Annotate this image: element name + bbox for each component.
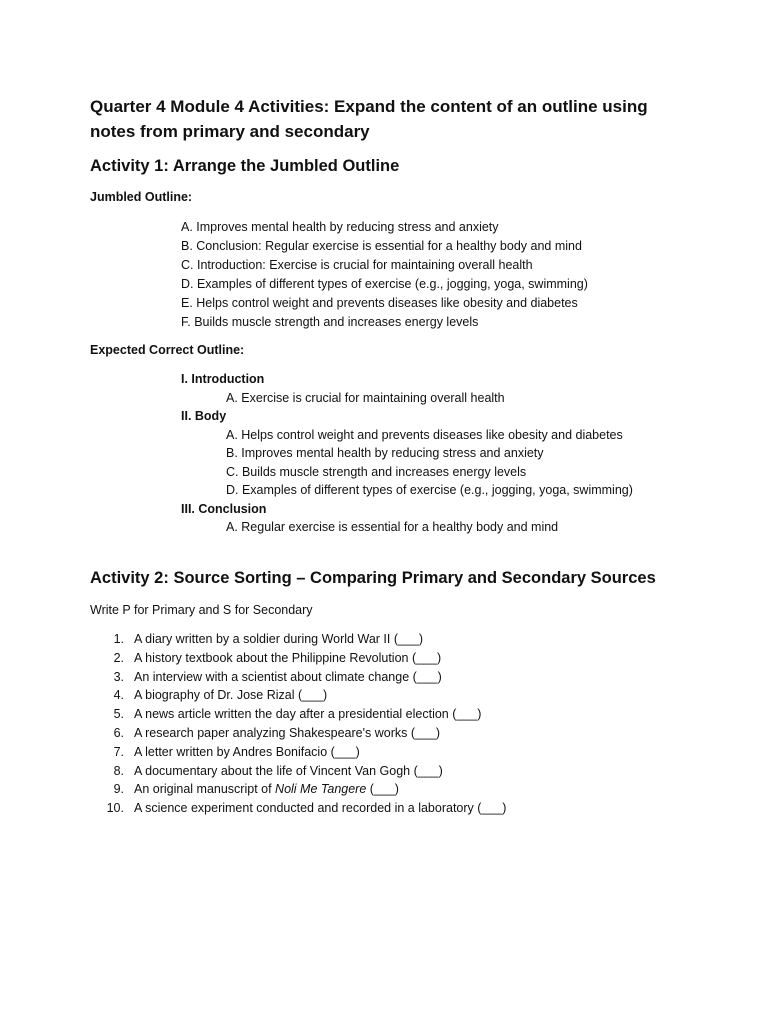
item-number: 10. [106, 801, 124, 816]
item-text: A research paper analyzing Shakespeare's works (___) [134, 725, 441, 740]
item-text-after: (___) [366, 782, 399, 797]
item-number: 3. [113, 669, 124, 684]
jumbled-outline-list [181, 218, 588, 332]
outline-section [181, 370, 633, 407]
list-item [100, 724, 506, 743]
list-item: F. Builds muscle strength and increases energy levels [181, 315, 479, 329]
item-number: 7. [113, 744, 124, 759]
expected-outline-label: Expected Correct Outline: [90, 343, 245, 357]
outline-section-title: III. Conclusion [181, 501, 267, 516]
item-number: 1. [113, 632, 124, 646]
outline-sublist [181, 518, 633, 537]
outline-section [181, 407, 633, 500]
outline-item: D. Examples of different types of exercise (e.g., jogging, yoga, swimming) [226, 483, 633, 497]
item-text: A biography of Dr. Jose Rizal (___) [134, 688, 328, 703]
list-item: A. Improves mental health by reducing stress and anxiety [181, 220, 499, 234]
activity1-heading: Activity 1: Arrange the Jumbled Outline [90, 157, 400, 175]
list-item: B. Conclusion: Regular exercise is essential for a healthy body and mind [181, 239, 582, 253]
activity2-heading: Activity 2: Source Sorting – Comparing Primary and Secondary Sources [90, 569, 656, 587]
item-text: A history textbook about the Philippine Revolution (___) [134, 650, 442, 665]
page-title: Quarter 4 Module 4 Activities: Expand the content of an outline using notes from primary and secondary [90, 97, 648, 141]
item-text: A diary written by a soldier during World War II (___) [134, 632, 424, 646]
jumbled-outline-label: Jumbled Outline: [90, 190, 193, 204]
item-text: An interview with a scientist about climate change (___) [134, 669, 442, 684]
list-item [100, 743, 506, 762]
item-text: A letter written by Andres Bonifacio (___) [134, 744, 360, 759]
item-number: 6. [113, 725, 124, 740]
outline-item: C. Builds muscle strength and increases energy levels [226, 464, 527, 479]
source-sorting-list [100, 630, 506, 818]
outline-section-title: I. Introduction [181, 372, 265, 386]
activity2-instruction: Write P for Primary and S for Secondary [90, 603, 313, 617]
outline-sublist [181, 389, 633, 408]
list-item [100, 686, 506, 705]
item-text-italic: Noli Me Tangere [275, 782, 367, 797]
item-text: A documentary about the life of Vincent Van Gogh (___) [134, 763, 443, 778]
item-number: 9. [113, 782, 124, 797]
item-text: A news article written the day after a presidential election (___) [134, 707, 482, 722]
outline-item: A. Helps control weight and prevents diseases like obesity and diabetes [226, 427, 623, 442]
outline-section [181, 500, 633, 537]
outline-item: B. Improves mental health by reducing stress and anxiety [226, 446, 544, 460]
list-item: C. Introduction: Exercise is crucial for maintaining overall health [181, 258, 533, 272]
list-item: E. Helps control weight and prevents diseases like obesity and diabetes [181, 296, 578, 310]
item-number: 4. [113, 688, 124, 703]
outline-item: A. Regular exercise is essential for a healthy body and mind [226, 520, 559, 534]
item-number: 5. [113, 707, 124, 722]
item-number: 2. [113, 650, 124, 665]
expected-outline [181, 370, 633, 537]
list-item [100, 762, 506, 781]
outline-item: A. Exercise is crucial for maintaining overall health [226, 390, 505, 405]
outline-sublist [181, 426, 633, 500]
item-text-before: An original manuscript of [134, 782, 276, 797]
list-item [100, 780, 506, 799]
outline-section-title: II. Body [181, 409, 227, 423]
list-item [100, 668, 506, 687]
list-item [100, 630, 506, 649]
item-number: 8. [113, 763, 124, 778]
list-item [100, 705, 506, 724]
item-text: A science experiment conducted and recorded in a laboratory (___) [134, 801, 507, 816]
list-item: D. Examples of different types of exercise (e.g., jogging, yoga, swimming) [181, 277, 588, 291]
list-item [100, 799, 506, 818]
list-item [100, 649, 506, 668]
